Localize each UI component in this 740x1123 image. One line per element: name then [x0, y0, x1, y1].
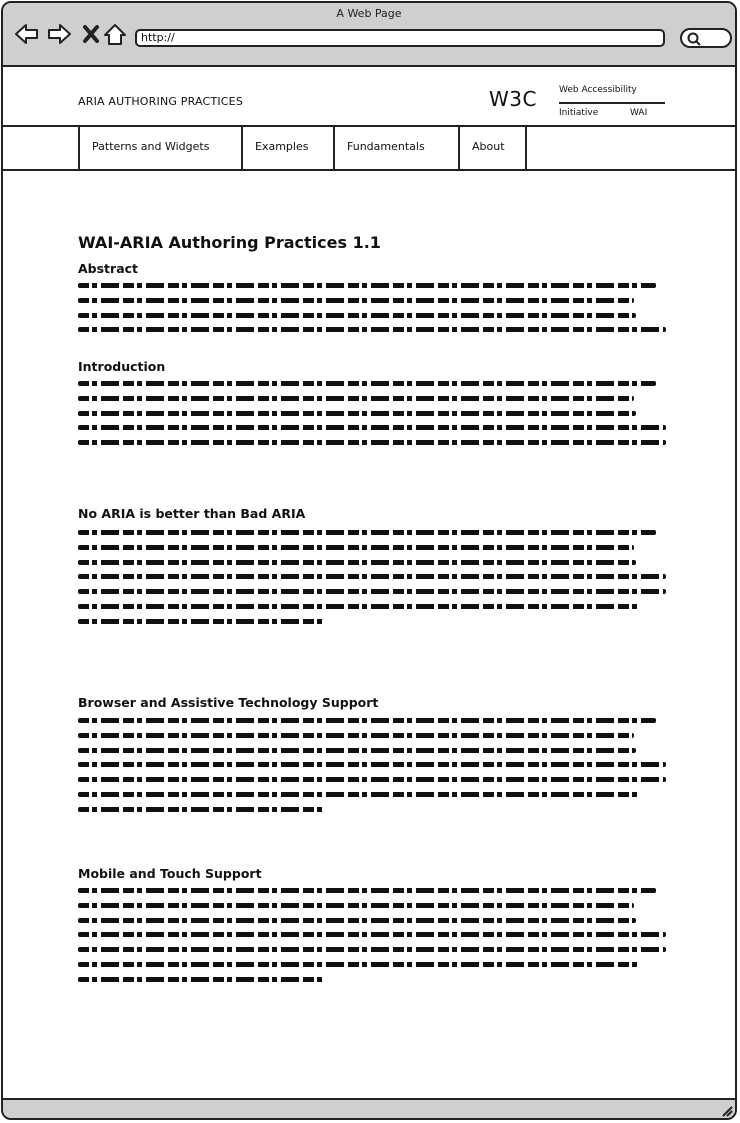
- status-bar: [3, 1098, 735, 1118]
- tab-examples[interactable]: Examples: [241, 127, 333, 169]
- placeholder-text-line: [78, 381, 656, 386]
- section-heading-mobile-touch: Mobile and Touch Support: [78, 866, 262, 881]
- site-title[interactable]: ARIA AUTHORING PRACTICES: [78, 95, 244, 108]
- placeholder-text-line: [78, 718, 656, 723]
- placeholder-text-line: [78, 918, 636, 923]
- main-nav: [3, 127, 735, 171]
- search-field[interactable]: [680, 28, 732, 48]
- page-title: WAI-ARIA Authoring Practices 1.1: [78, 233, 381, 252]
- tab-about[interactable]: About: [458, 127, 527, 169]
- placeholder-text-line: [78, 762, 666, 767]
- placeholder-text-line: [78, 932, 666, 937]
- placeholder-text-line: [78, 807, 326, 812]
- site-header: [3, 65, 735, 127]
- back-button[interactable]: [13, 21, 41, 47]
- placeholder-text-line: [78, 396, 634, 401]
- placeholder-text-line: [78, 777, 666, 782]
- section-heading-introduction: Introduction: [78, 359, 166, 374]
- placeholder-text-line: [78, 903, 634, 908]
- home-button[interactable]: [101, 21, 129, 47]
- placeholder-text-line: [78, 733, 634, 738]
- browser-window: [1, 1, 737, 1120]
- wai-label[interactable]: Web Accessibility: [559, 85, 637, 95]
- placeholder-text-line: [78, 411, 636, 416]
- browser-toolbar: [3, 3, 735, 67]
- url-input[interactable]: http://: [135, 29, 665, 47]
- placeholder-text-line: [78, 298, 634, 303]
- forward-arrow-icon: [46, 22, 72, 46]
- placeholder-text-line: [78, 545, 634, 550]
- placeholder-text-line: [78, 888, 656, 893]
- forward-button[interactable]: [45, 21, 73, 47]
- wai-initiative-text: Initiative: [559, 108, 599, 118]
- back-arrow-icon: [14, 22, 40, 46]
- placeholder-text-line: [78, 792, 638, 797]
- placeholder-text-line: [78, 589, 666, 594]
- search-icon: [687, 32, 701, 46]
- placeholder-text-line: [78, 977, 326, 982]
- wai-text: WAI: [630, 108, 648, 118]
- placeholder-text-line: [78, 947, 666, 952]
- placeholder-text-line: [78, 530, 656, 535]
- placeholder-text-line: [78, 748, 636, 753]
- tab-fundamentals[interactable]: Fundamentals: [333, 127, 458, 169]
- wai-divider: [559, 102, 665, 104]
- placeholder-text-line: [78, 425, 666, 430]
- placeholder-text-line: [78, 574, 666, 579]
- placeholder-text-line: [78, 313, 636, 318]
- section-heading-abstract: Abstract: [78, 261, 139, 276]
- window-title: A Web Page: [336, 7, 402, 20]
- tab-patterns-and-widgets[interactable]: Patterns and Widgets: [78, 127, 241, 169]
- section-heading-no-aria: No ARIA is better than Bad ARIA: [78, 506, 306, 521]
- section-heading-browser-support: Browser and Assistive Technology Support: [78, 695, 379, 710]
- placeholder-text-line: [78, 604, 638, 609]
- placeholder-text-line: [78, 560, 636, 565]
- placeholder-text-line: [78, 962, 638, 967]
- resize-grip-icon[interactable]: [719, 1103, 733, 1117]
- placeholder-text-line: [78, 619, 326, 624]
- w3c-logo[interactable]: W3C: [489, 87, 537, 111]
- home-icon: [102, 22, 128, 46]
- placeholder-text-line: [78, 327, 666, 332]
- placeholder-text-line: [78, 283, 656, 288]
- placeholder-text-line: [78, 440, 666, 445]
